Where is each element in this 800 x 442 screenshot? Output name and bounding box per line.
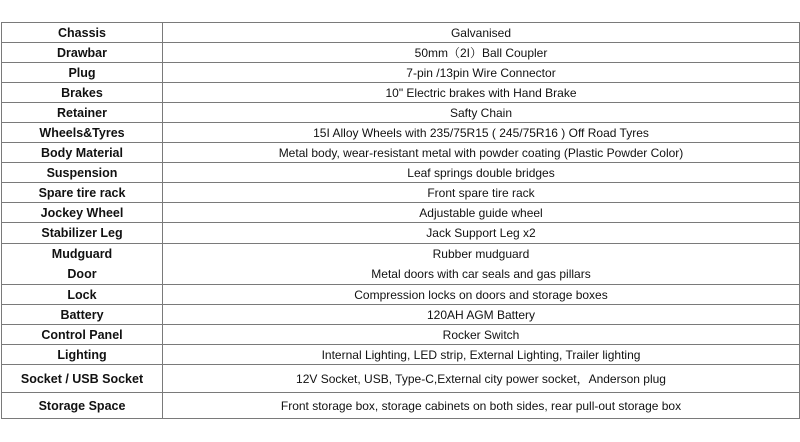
row-label: Socket / USB Socket: [2, 365, 163, 393]
row-value: Galvanised: [163, 23, 800, 43]
row-value: 12V Socket, USB, Type-C,External city power socket，Anderson plug: [163, 365, 800, 393]
row-value: 120AH AGM Battery: [163, 305, 800, 325]
row-value: Safty Chain: [163, 103, 800, 123]
table-row: [2, 103, 800, 123]
row-value: Jack Support Leg x2: [163, 223, 800, 244]
row-label: Door: [67, 267, 97, 281]
row-value: Leaf springs double bridges: [163, 163, 800, 183]
row-value: 7-pin /13pin Wire Connector: [163, 63, 800, 83]
row-label: Storage Space: [2, 393, 163, 419]
row-label: Retainer: [2, 103, 163, 123]
table-row: [2, 23, 800, 43]
specification-table: [1, 22, 800, 419]
row-label: Plug: [2, 63, 163, 83]
table-row: [2, 285, 800, 305]
row-label-group: [2, 244, 163, 285]
row-value: Compression locks on doors and storage boxes: [163, 285, 800, 305]
row-value: Rocker Switch: [163, 325, 800, 345]
table-row: [2, 43, 800, 63]
row-value: 10" Electric brakes with Hand Brake: [163, 83, 800, 103]
table-row: [2, 143, 800, 163]
row-label: Wheels&Tyres: [2, 123, 163, 143]
row-label: Chassis: [2, 23, 163, 43]
row-label: Stabilizer Leg: [2, 223, 163, 244]
row-value: Internal Lighting, LED strip, External Lighting, Trailer lighting: [163, 345, 800, 365]
row-value: Front spare tire rack: [163, 183, 800, 203]
row-label: Suspension: [2, 163, 163, 183]
row-label: Mudguard: [51, 247, 113, 261]
table-row: [2, 63, 800, 83]
row-label: Lighting: [2, 345, 163, 365]
table-row: [2, 345, 800, 365]
table-row: [2, 183, 800, 203]
row-label: Drawbar: [2, 43, 163, 63]
row-value: Front storage box, storage cabinets on both sides, rear pull-out storage box: [163, 393, 800, 419]
row-value: Rubber mudguard: [432, 247, 530, 261]
table-row: [2, 393, 800, 419]
row-label: Brakes: [2, 83, 163, 103]
table-row: [2, 83, 800, 103]
row-value: 50mm（2I）Ball Coupler: [163, 43, 800, 63]
table-row: [2, 163, 800, 183]
row-label: Jockey Wheel: [2, 203, 163, 223]
row-value: Metal doors with car seals and gas pillars: [371, 267, 591, 281]
row-label: Spare tire rack: [2, 183, 163, 203]
row-label: Control Panel: [2, 325, 163, 345]
row-value-group: [163, 244, 800, 285]
row-label: Lock: [2, 285, 163, 305]
table-row: [2, 203, 800, 223]
table-row: [2, 325, 800, 345]
table-row: [2, 244, 800, 285]
row-label: Body Material: [2, 143, 163, 163]
row-value: 15I Alloy Wheels with 235/75R15 ( 245/75R16 ) Off Road Tyres: [163, 123, 800, 143]
table-row: [2, 365, 800, 393]
table-row: [2, 223, 800, 244]
row-label: Battery: [2, 305, 163, 325]
table-row: [2, 305, 800, 325]
row-value: Adjustable guide wheel: [163, 203, 800, 223]
table-row: [2, 123, 800, 143]
row-value: Metal body, wear-resistant metal with powder coating (Plastic Powder Color): [163, 143, 800, 163]
